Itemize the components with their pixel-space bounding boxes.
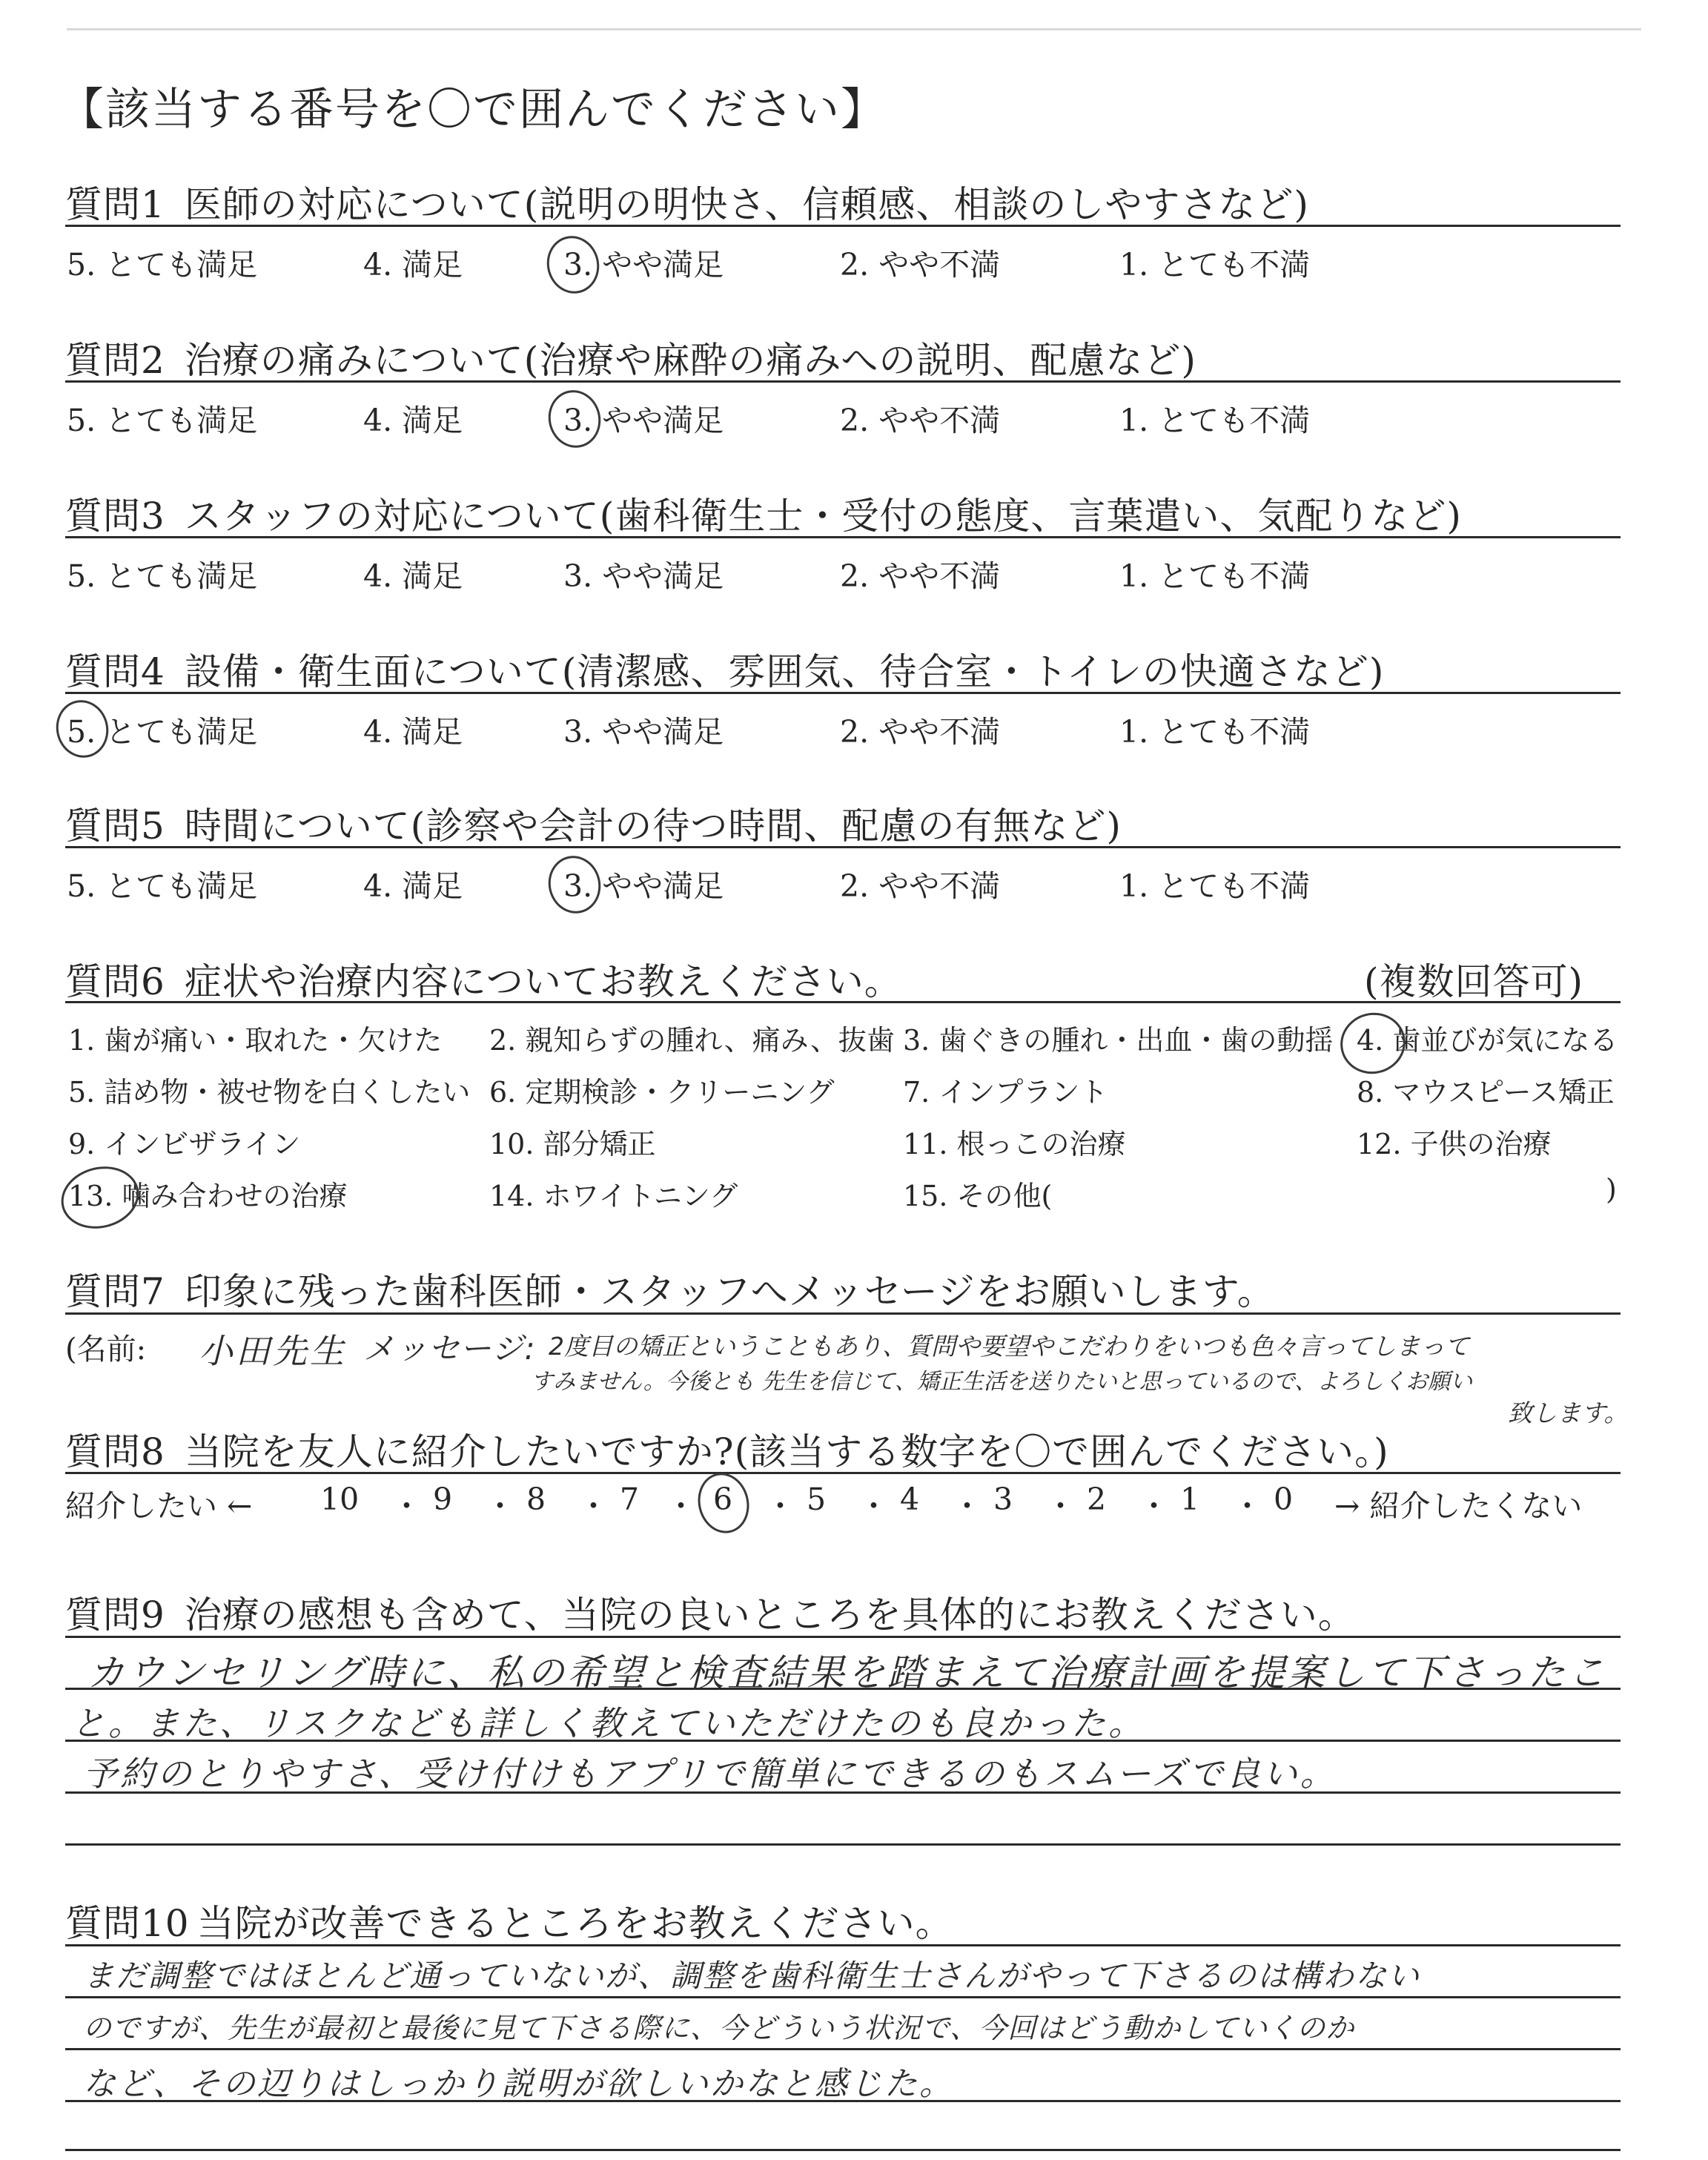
question-7-text: 印象に残った歯科医師・スタッフへメッセージをお願いします。 <box>184 1270 1275 1313</box>
q8-number-7[interactable]: 7 <box>620 1482 640 1517</box>
question-6-note: (複数回答可) <box>1364 960 1584 1003</box>
q8-dot: ・ <box>1139 1488 1169 1524</box>
question-3-number: 質問3 <box>65 495 165 538</box>
question-9-number: 質問9 <box>65 1593 165 1636</box>
q2-option-4[interactable]: 4. 満足 <box>363 403 463 438</box>
question-6-title <box>65 952 902 1005</box>
q6-option-11[interactable]: 11. 根っこの治療 <box>903 1128 1126 1160</box>
question-10-rule-1 <box>65 1944 1621 1946</box>
q9-line-3[interactable]: 予約のとりやすさ、受け付けもアプリで簡単にできるのもスムーズで良い。 <box>83 1754 1337 1794</box>
question-10-rule-2 <box>65 1996 1621 1998</box>
question-7-number: 質問7 <box>65 1270 165 1313</box>
question-9-text: 治療の感想も含めて、当院の良いところを具体的にお教えください。 <box>184 1593 1356 1636</box>
q6-option-12[interactable]: 12. 子供の治療 <box>1357 1128 1552 1160</box>
question-7-rule <box>65 1312 1621 1315</box>
q7-name-label: (名前: <box>65 1332 147 1367</box>
question-5-number: 質問5 <box>65 805 165 848</box>
q1-option-5[interactable]: 5. とても満足 <box>67 247 258 283</box>
q6-option-3[interactable]: 3. 歯ぐきの腫れ・出血・歯の動揺 <box>903 1024 1334 1057</box>
question-4-number: 質問4 <box>65 650 165 693</box>
q4-option-5[interactable]: 5. とても満足 <box>67 714 258 750</box>
q8-dot: ・ <box>485 1488 515 1524</box>
question-4-title <box>65 642 1384 696</box>
question-10-text: 当院が改善できるところをお教えください。 <box>196 1902 953 1945</box>
question-2-text: 治療の痛みについて(治療や麻酔の痛みへの説明、配慮など) <box>184 339 1196 382</box>
question-3-text: スタッフの対応について(歯科衛生士・受付の態度、言葉遣い、気配りなど) <box>184 495 1462 538</box>
question-8-title <box>65 1422 1389 1476</box>
q8-number-8[interactable]: 8 <box>526 1482 546 1517</box>
q10-line-2[interactable]: のですが、先生が最初と最後に見て下さる際に、今どういう状況で、今回はどう動かしていくのか <box>83 2012 1355 2044</box>
question-9-rule-5 <box>65 1843 1621 1846</box>
q6-option-9[interactable]: 9. インビザライン <box>68 1128 301 1160</box>
q2-selection-circle <box>543 385 607 454</box>
q7-message-label: メッセージ: <box>363 1330 537 1367</box>
q8-number-0[interactable]: 0 <box>1274 1482 1294 1517</box>
question-8-text: 当院を友人に紹介したいですか?(該当する数字を〇で囲んでください。) <box>184 1430 1389 1473</box>
question-5-title <box>65 796 1122 850</box>
question-8-number: 質問8 <box>65 1430 165 1473</box>
q8-selection-circle <box>692 1467 755 1539</box>
q1-option-1[interactable]: 1. とても不満 <box>1119 247 1311 283</box>
question-5-rule <box>65 846 1621 848</box>
q2-option-3[interactable]: 3. やや満足 <box>563 403 724 438</box>
q8-number-10[interactable]: 10 <box>320 1482 360 1517</box>
q6-option-1[interactable]: 1. 歯が痛い・取れた・欠けた <box>68 1024 443 1057</box>
q5-selection-circle <box>543 851 607 919</box>
q8-dot: ・ <box>578 1488 609 1524</box>
q8-number-9[interactable]: 9 <box>433 1482 453 1517</box>
q2-option-1[interactable]: 1. とても不満 <box>1119 403 1311 438</box>
q7-message-line-3[interactable]: 致します。 <box>1508 1398 1629 1427</box>
q8-dot: ・ <box>1232 1488 1262 1524</box>
q10-line-1[interactable]: まだ調整ではほとんど通っていないが、調整を歯科衛生士さんがやって下さるのは構わない <box>83 1958 1421 1994</box>
q9-line-2[interactable]: と。また、リスクなども詳しく教えていただけたのも良かった。 <box>71 1703 1146 1743</box>
question-1-number: 質問1 <box>65 183 165 226</box>
q7-message-line-1[interactable]: 2度目の矯正ということもあり、質問や要望やこだわりをいつも色々言ってしまって <box>549 1332 1469 1361</box>
q1-option-2[interactable]: 2. やや不満 <box>840 247 1001 283</box>
q3-option-2[interactable]: 2. やや不満 <box>840 558 1001 594</box>
q8-dot: ・ <box>391 1488 422 1524</box>
q8-number-1[interactable]: 1 <box>1180 1482 1200 1517</box>
question-10-number: 質問10 <box>65 1902 190 1945</box>
question-6-text: 症状や治療内容についてお教えください。 <box>184 960 902 1003</box>
q8-number-2[interactable]: 2 <box>1087 1482 1107 1517</box>
question-9-rule-1 <box>65 1636 1621 1638</box>
question-10-rule-3 <box>65 2048 1621 2050</box>
question-6-number: 質問6 <box>65 960 165 1003</box>
top-border <box>67 28 1641 30</box>
question-10-rule-5 <box>65 2149 1621 2151</box>
q7-message-line-2[interactable]: すみません。今後とも 先生を信じて、矯正生活を送りたいと思っているので、よろしくお願い <box>531 1369 1473 1395</box>
q8-number-6[interactable]: 6 <box>713 1482 733 1517</box>
q4-option-1[interactable]: 1. とても不満 <box>1119 714 1311 750</box>
q6-option-4[interactable]: 4. 歯並びが気になる <box>1357 1024 1618 1057</box>
q6-option-6[interactable]: 6. 定期検診・クリーニング <box>489 1076 835 1109</box>
q10-line-3[interactable]: など、その辺りはしっかり説明が欲しいかなと感じた。 <box>83 2065 954 2103</box>
q8-number-5[interactable]: 5 <box>807 1482 827 1517</box>
q7-name-value[interactable]: 小田先生 <box>199 1331 347 1371</box>
question-1-rule <box>65 225 1621 227</box>
question-5-text: 時間について(診察や会計の待つ時間、配慮の有無など) <box>184 805 1122 848</box>
q8-dot: ・ <box>765 1488 795 1524</box>
question-9-title <box>65 1585 1356 1639</box>
q6-option-8[interactable]: 8. マウスピース矯正 <box>1357 1076 1615 1109</box>
q6-option-7[interactable]: 7. インプラント <box>903 1076 1108 1109</box>
q9-line-1[interactable]: カウンセリング時に、私の希望と検査結果を踏まえて治療計画を提案して下さったこ <box>87 1651 1608 1694</box>
question-8-rule <box>65 1472 1621 1474</box>
question-2-title <box>65 331 1196 384</box>
question-1-title <box>65 175 1309 228</box>
q8-dot: ・ <box>666 1488 696 1524</box>
q2-option-5[interactable]: 5. とても満足 <box>67 403 258 438</box>
q6-option-13[interactable]: 13. 噛み合わせの治療 <box>68 1180 348 1212</box>
q6-option-14[interactable]: 14. ホワイトニング <box>489 1180 738 1212</box>
q4-option-2[interactable]: 2. やや不満 <box>840 714 1001 750</box>
q5-option-1[interactable]: 1. とても不満 <box>1119 868 1311 904</box>
q8-number-4[interactable]: 4 <box>900 1482 920 1517</box>
q3-option-4[interactable]: 4. 満足 <box>363 558 463 594</box>
q8-dot: ・ <box>952 1488 982 1524</box>
q4-selection-circle <box>50 695 115 764</box>
page-header: 【該当する番号を〇で囲んでください】 <box>59 84 887 136</box>
q6-option-15[interactable]: 15. その他( <box>903 1180 1053 1212</box>
question-3-title <box>65 486 1462 540</box>
q4-option-3[interactable]: 3. やや満足 <box>563 714 724 750</box>
q5-option-3[interactable]: 3. やや満足 <box>563 868 724 904</box>
question-4-text: 設備・衛生面について(清潔感、雰囲気、待合室・トイレの快適さなど) <box>184 650 1385 693</box>
question-3-rule <box>65 536 1621 538</box>
q6-option-13-selection-circle <box>55 1158 146 1236</box>
q8-right-label: → 紹介したくない <box>1334 1488 1583 1524</box>
q8-dot: ・ <box>858 1488 889 1524</box>
q6-option-10[interactable]: 10. 部分矯正 <box>489 1128 656 1160</box>
q1-option-4[interactable]: 4. 満足 <box>363 247 463 283</box>
question-7-title <box>65 1262 1275 1315</box>
question-2-rule <box>65 380 1621 383</box>
q1-option-3[interactable]: 3. やや満足 <box>563 247 724 283</box>
q6-option-5[interactable]: 5. 詰め物・被せ物を白くしたい <box>68 1076 471 1109</box>
question-6-rule <box>65 1001 1621 1003</box>
q2-option-2[interactable]: 2. やや不満 <box>840 403 1001 438</box>
q8-left-label: 紹介したい ← <box>65 1488 253 1524</box>
q3-option-1[interactable]: 1. とても不満 <box>1119 558 1311 594</box>
q8-dot: ・ <box>1045 1488 1076 1524</box>
question-4-rule <box>65 692 1621 694</box>
question-10-title <box>65 1894 953 1947</box>
q8-number-3[interactable]: 3 <box>993 1482 1013 1517</box>
question-2-number: 質問2 <box>65 339 165 382</box>
q5-option-4[interactable]: 4. 満足 <box>363 868 463 904</box>
q5-option-5[interactable]: 5. とても満足 <box>67 868 258 904</box>
q5-option-2[interactable]: 2. やや不満 <box>840 868 1001 904</box>
q3-option-3[interactable]: 3. やや満足 <box>563 558 724 594</box>
q4-option-4[interactable]: 4. 満足 <box>363 714 463 750</box>
q3-option-5[interactable]: 5. とても満足 <box>67 558 258 594</box>
q6-option-2[interactable]: 2. 親知らずの腫れ、痛み、抜歯 <box>489 1024 895 1057</box>
question-1-text: 医師の対応について(説明の明快さ、信頼感、相談のしやすさなど) <box>184 183 1309 226</box>
q6-option-15-close-paren: ) <box>1606 1173 1617 1206</box>
